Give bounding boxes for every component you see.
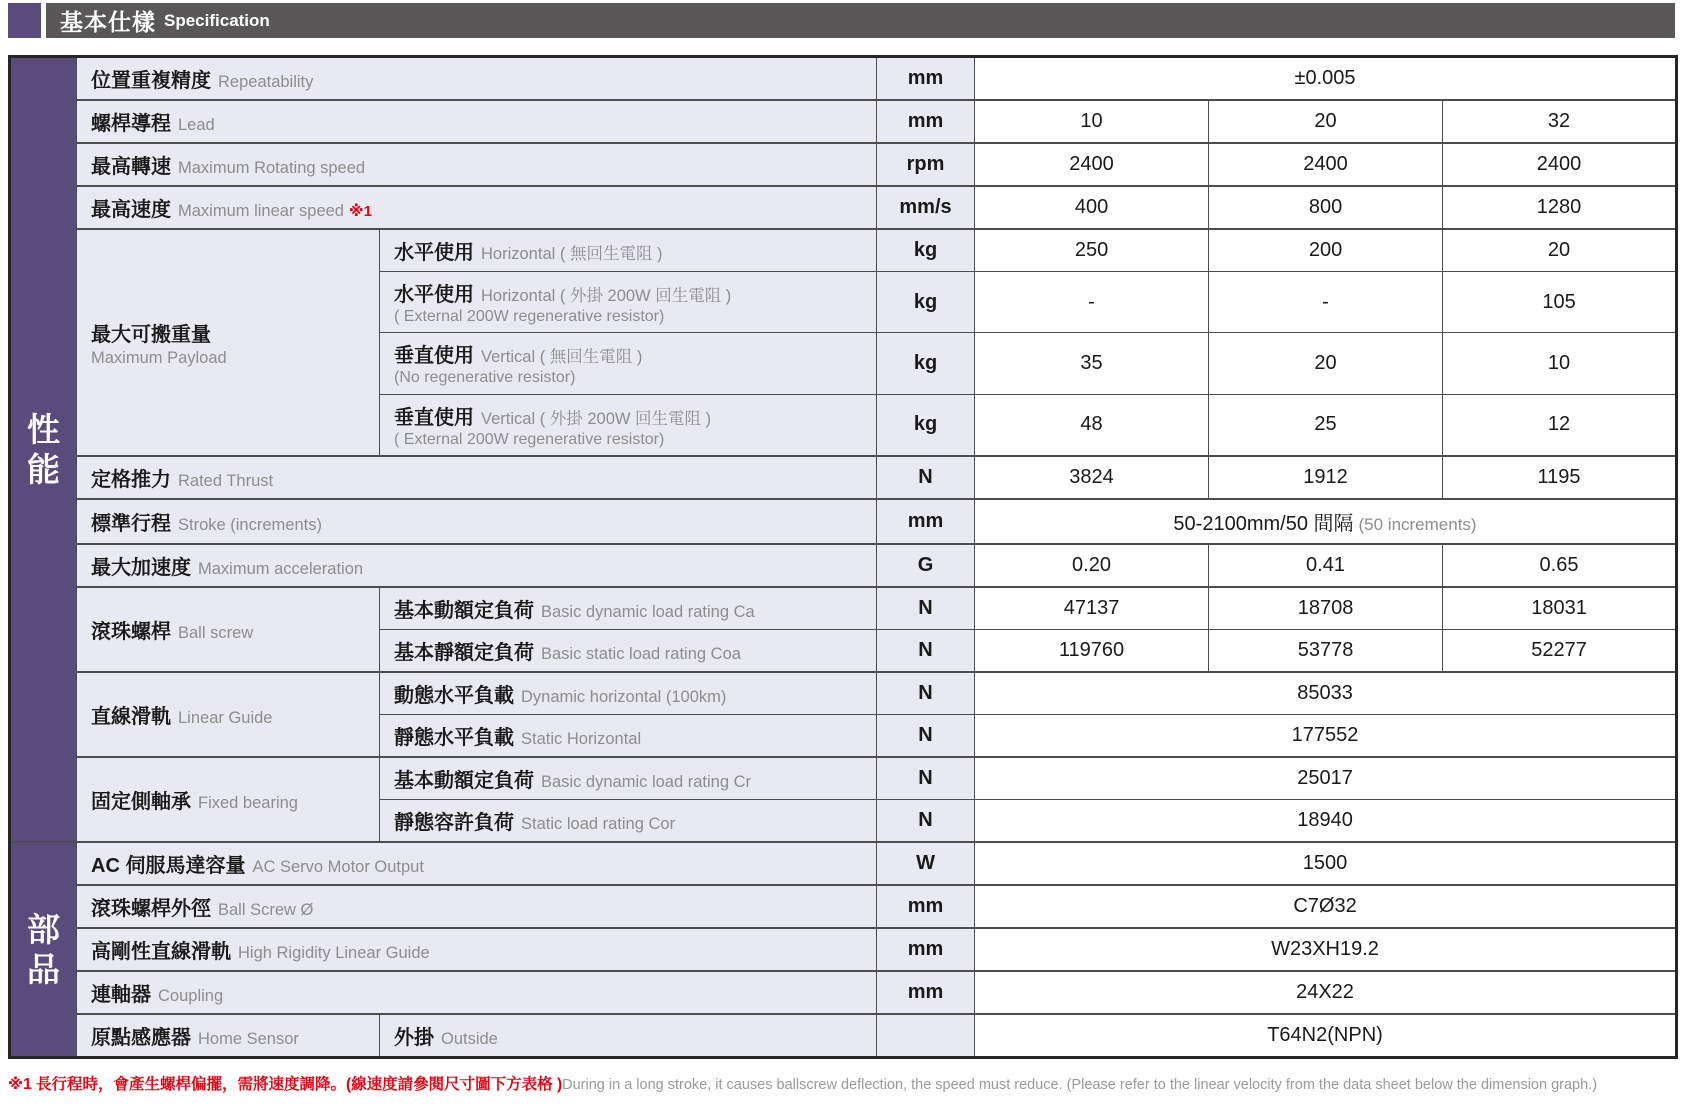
- table-row: [10, 757, 1677, 800]
- value-cell: 1195: [1443, 456, 1677, 499]
- value-cell: 24X22: [975, 971, 1677, 1014]
- value-cell: 0.20: [975, 544, 1209, 587]
- value-cell: 200: [1209, 229, 1443, 272]
- value-cell: 800: [1209, 186, 1443, 229]
- page-title-zh: 基本仕樣: [60, 9, 156, 35]
- value-cell: 35: [975, 333, 1209, 394]
- value-cell: 20: [1443, 229, 1677, 272]
- value-cell: 48: [975, 394, 1209, 456]
- unit-cell: N: [877, 757, 975, 800]
- spec-label: 位置重複精度 Repeatability: [77, 57, 877, 101]
- value-cell: 177552: [975, 715, 1677, 758]
- spec-label: 高剛性直線滑軌 High Rigidity Linear Guide: [77, 928, 877, 971]
- unit-cell: mm: [877, 100, 975, 143]
- table-row: [10, 672, 1677, 715]
- table-row: [10, 885, 1677, 928]
- value-cell: 18940: [975, 800, 1677, 843]
- spec-sublabel: 靜態水平負載 Static Horizontal: [380, 715, 877, 758]
- unit-cell: N: [877, 715, 975, 758]
- value-cell: C7Ø32: [975, 885, 1677, 928]
- unit-cell: kg: [877, 394, 975, 456]
- value-cell: 20: [1209, 333, 1443, 394]
- table-row: [10, 499, 1677, 544]
- table-row: [10, 100, 1677, 143]
- spec-sublabel: 靜態容許負荷 Static load rating Cor: [380, 800, 877, 843]
- value-cell: 12: [1443, 394, 1677, 456]
- footnote: [8, 1072, 1683, 1094]
- value-cell: 25017: [975, 757, 1677, 800]
- value-cell: 1912: [1209, 456, 1443, 499]
- value-cell: 400: [975, 186, 1209, 229]
- table-row: [10, 1014, 1677, 1058]
- spec-sublabel: 外掛 Outside: [380, 1014, 877, 1058]
- spec-sublabel: 基本動額定負荷 Basic dynamic load rating Ca: [380, 587, 877, 630]
- spec-label: 固定側軸承 Fixed bearing: [77, 757, 380, 842]
- value-cell: 2400: [1209, 143, 1443, 186]
- unit-cell: W: [877, 842, 975, 885]
- value-cell: 0.41: [1209, 544, 1443, 587]
- value-cell: ±0.005: [975, 57, 1677, 101]
- value-cell: 25: [1209, 394, 1443, 456]
- spec-label: 滾珠螺桿 Ball screw: [77, 587, 380, 672]
- spec-label: 原點感應器 Home Sensor: [77, 1014, 380, 1058]
- section-header: [8, 3, 1675, 38]
- value-cell: 52277: [1443, 630, 1677, 673]
- table-row: [10, 229, 1677, 272]
- value-cell: 119760: [975, 630, 1209, 673]
- value-cell: T64N2(NPN): [975, 1014, 1677, 1058]
- value-cell: 85033: [975, 672, 1677, 715]
- unit-cell: mm: [877, 57, 975, 101]
- value-cell: 50-2100mm/50 間隔 (50 increments): [975, 499, 1677, 544]
- value-cell: 1500: [975, 842, 1677, 885]
- unit-cell: kg: [877, 333, 975, 394]
- spec-table-body: [10, 57, 1677, 1058]
- spec-label: 螺桿導程 Lead: [77, 100, 877, 143]
- spec-sublabel: 基本動額定負荷 Basic dynamic load rating Cr: [380, 757, 877, 800]
- value-cell: 47137: [975, 587, 1209, 630]
- table-row: [10, 456, 1677, 499]
- unit-cell: N: [877, 587, 975, 630]
- spec-label: 最高轉速 Maximum Rotating speed: [77, 143, 877, 186]
- value-cell: 2400: [975, 143, 1209, 186]
- spec-sublabel: 垂直使用 Vertical ( 無回生電阻 ) (No regenerative resistor): [380, 333, 877, 394]
- value-cell: 20: [1209, 100, 1443, 143]
- unit-cell: G: [877, 544, 975, 587]
- spec-label: 最大加速度 Maximum acceleration: [77, 544, 877, 587]
- unit-cell: rpm: [877, 143, 975, 186]
- spec-label: 連軸器 Coupling: [77, 971, 877, 1014]
- spec-sublabel: 垂直使用 Vertical ( 外掛 200W 回生電阻 ) ( External 200W regenerative resistor): [380, 394, 877, 456]
- page-title-en: Specification: [164, 10, 270, 30]
- unit-cell: mm: [877, 499, 975, 544]
- unit-cell: N: [877, 672, 975, 715]
- spec-table: [8, 55, 1678, 1059]
- table-row: [10, 587, 1677, 630]
- header-title-bar: [46, 3, 1675, 38]
- spec-sublabel: 水平使用 Horizontal ( 外掛 200W 回生電阻 ) ( External 200W regenerative resistor): [380, 272, 877, 333]
- value-cell: 3824: [975, 456, 1209, 499]
- value-cell: 250: [975, 229, 1209, 272]
- header-accent-square: [8, 3, 41, 38]
- spec-label: AC 伺服馬達容量 AC Servo Motor Output: [77, 842, 877, 885]
- spec-sublabel: 基本靜額定負荷 Basic static load rating Coa: [380, 630, 877, 673]
- value-cell: -: [1209, 272, 1443, 333]
- spec-sublabel: 水平使用 Horizontal ( 無回生電阻 ): [380, 229, 877, 272]
- table-row: [10, 186, 1677, 229]
- table-row: [10, 928, 1677, 971]
- spec-label: 標準行程 Stroke (increments): [77, 499, 877, 544]
- spec-table-wrapper: [8, 55, 1675, 1059]
- footnote-gray-text: During in a long stroke, it causes ballscrew deflection, the speed must reduce. (Please refer to the linear velocity from the data sheet below the dimension graph.): [562, 1077, 1598, 1094]
- value-cell: 10: [1443, 333, 1677, 394]
- spec-label: 最大可搬重量 Maximum Payload: [77, 229, 380, 456]
- table-row: [10, 971, 1677, 1014]
- section-label-parts: 部 品: [10, 842, 77, 1058]
- unit-cell: mm: [877, 971, 975, 1014]
- spec-label: 直線滑軌 Linear Guide: [77, 672, 380, 757]
- spec-sublabel: 動態水平負載 Dynamic horizontal (100km): [380, 672, 877, 715]
- unit-cell: kg: [877, 229, 975, 272]
- value-cell: 2400: [1443, 143, 1677, 186]
- value-cell: 32: [1443, 100, 1677, 143]
- unit-cell: N: [877, 800, 975, 843]
- value-cell: 18708: [1209, 587, 1443, 630]
- unit-cell: kg: [877, 272, 975, 333]
- unit-cell: mm: [877, 928, 975, 971]
- spec-label: 最高速度 Maximum linear speed ※1: [77, 186, 877, 229]
- table-row: [10, 544, 1677, 587]
- table-row: [10, 57, 1677, 101]
- value-cell: 0.65: [1443, 544, 1677, 587]
- unit-cell: N: [877, 456, 975, 499]
- value-cell: 18031: [1443, 587, 1677, 630]
- value-cell: 105: [1443, 272, 1677, 333]
- unit-cell: mm: [877, 885, 975, 928]
- value-cell: 1280: [1443, 186, 1677, 229]
- footnote-red-text: ※1 長行程時，會產生螺桿偏擺，需將速度調降。(線速度請參閱尺寸圖下方表格 ): [8, 1076, 563, 1094]
- section-label-performance: 性 能: [10, 57, 77, 843]
- value-cell: W23XH19.2: [975, 928, 1677, 971]
- value-cell: 10: [975, 100, 1209, 143]
- unit-cell: N: [877, 630, 975, 673]
- unit-cell: [877, 1014, 975, 1058]
- table-row: [10, 143, 1677, 186]
- spec-label: 定格推力 Rated Thrust: [77, 456, 877, 499]
- unit-cell: mm/s: [877, 186, 975, 229]
- value-cell: 53778: [1209, 630, 1443, 673]
- table-row: [10, 842, 1677, 885]
- spec-label: 滾珠螺桿外徑 Ball Screw Ø: [77, 885, 877, 928]
- value-cell: -: [975, 272, 1209, 333]
